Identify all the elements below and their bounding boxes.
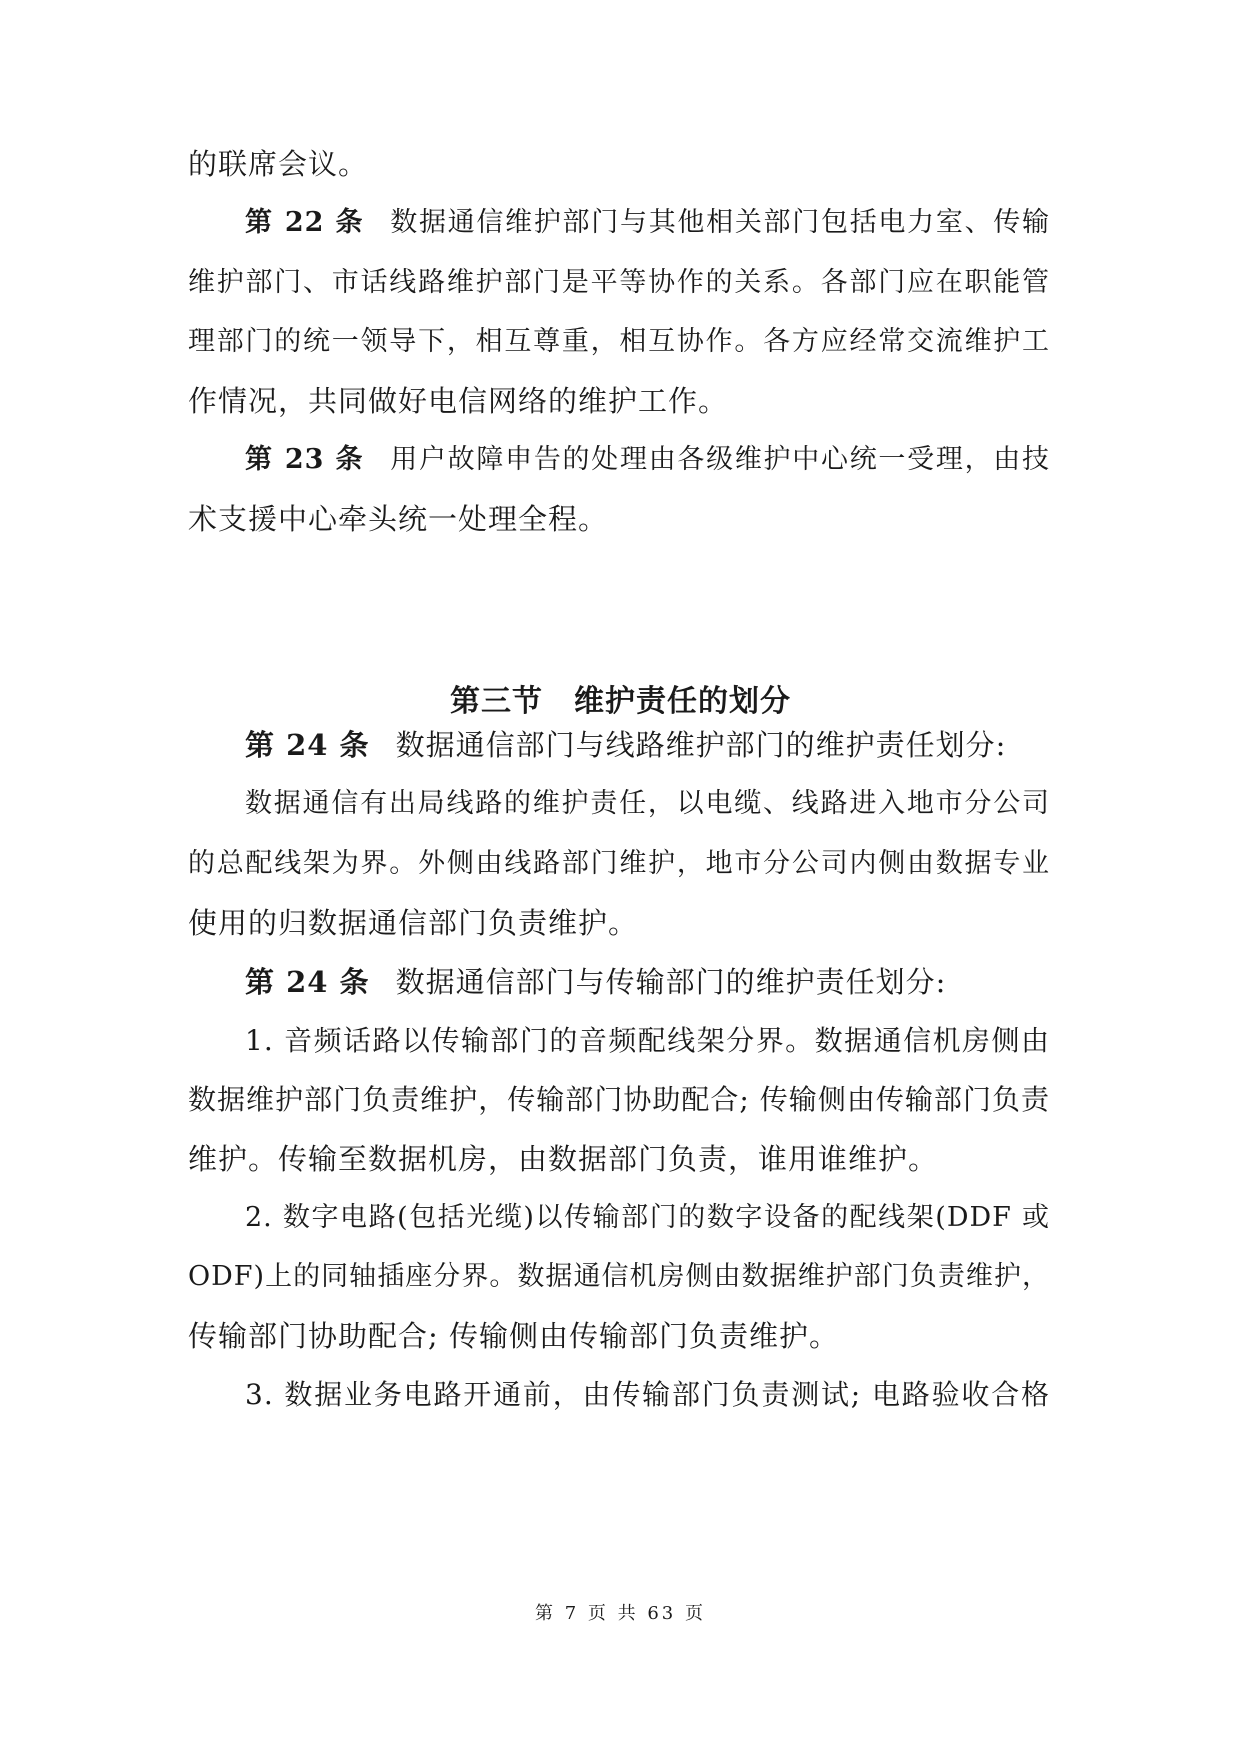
article-22-label: 第 22 条 [245, 207, 365, 238]
article-22-line-1 [245, 191, 1050, 255]
article-24a-text-1: 数据通信部门与线路维护部门的维护责任划分: [395, 728, 1007, 762]
article-24b-text-1: 数据通信部门与传输部门的维护责任划分: [395, 965, 947, 999]
article-22-line-4: 作情况，共同做好电信网络的维护工作。 [188, 384, 729, 418]
item-1-line-3: 维护。传输至数据机房，由数据部门负责，谁用谁维护。 [188, 1142, 939, 1176]
article-24a-paragraph-line-3: 使用的归数据通信部门负责维护。 [188, 906, 639, 940]
item-3-line-1: 3. 数据业务电路开通前，由传输部门负责测试; 电路验收合格 [245, 1378, 1050, 1411]
article-23-line-2: 术支援中心牵头统一处理全程。 [188, 502, 609, 536]
continued-paragraph-line: 的联席会议。 [188, 147, 369, 181]
article-22-text-1: 数据通信维护部门与其他相关部门包括电力室、传输 [390, 207, 1051, 238]
article-24b-line-1 [245, 950, 1050, 1014]
article-22-line-3: 理部门的统一领导下，相互尊重，相互协作。各方应经常交流维护工 [188, 326, 1050, 357]
article-22-line-2: 维护部门、市话线路维护部门是平等协作的关系。各部门应在职能管 [188, 267, 1050, 298]
item-2-line-3: 传输部门协助配合; 传输侧由传输部门负责维护。 [188, 1319, 839, 1353]
page-footer: 第 7 页 共 63 页 [535, 1603, 706, 1624]
article-23-line-1 [245, 428, 1050, 492]
item-1-line-1: 1. 音频话路以传输部门的音频配线架分界。数据通信机房侧由 [245, 1024, 1050, 1057]
article-23-label: 第 23 条 [245, 444, 365, 475]
article-24a-line-1 [245, 713, 1050, 777]
article-24a-label: 第 24 条 [245, 728, 370, 762]
item-2-line-1: 2. 数字电路(包括光缆)以传输部门的数字设备的配线架(DDF 或 [245, 1202, 1050, 1233]
article-24a-paragraph-line-2: 的总配线架为界。外侧由线路部门维护，地市分公司内侧由数据专业 [188, 848, 1050, 879]
item-2-line-2: ODF)上的同轴插座分界。数据通信机房侧由数据维护部门负责维护， [188, 1261, 1050, 1292]
item-1-line-2: 数据维护部门负责维护，传输部门协助配合; 传输侧由传输部门负责 [188, 1083, 1050, 1116]
article-24b-label: 第 24 条 [245, 965, 370, 999]
section-title: 第三节 维护责任的划分 [450, 684, 791, 719]
article-23-text-1: 用户故障申告的处理由各级维护中心统一受理，由技 [390, 444, 1051, 475]
article-24a-paragraph-line-1: 数据通信有出局线路的维护责任，以电缆、线路进入地市分公司 [245, 788, 1050, 819]
